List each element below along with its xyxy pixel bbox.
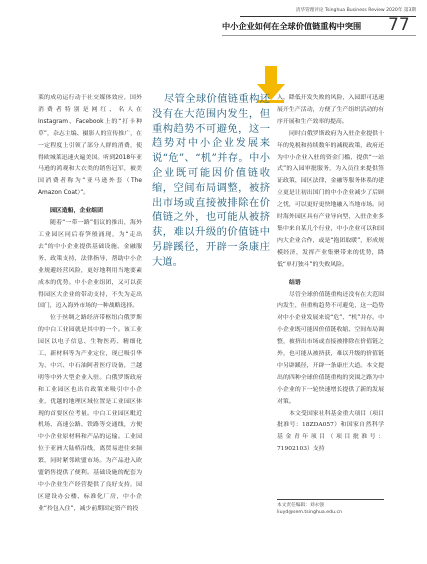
- paragraph: 入，降低开发失败的风险，入园即可迅速展开生产活动，方便了生产组织活动的有序开展和生产效率的提高。: [277, 95, 384, 125]
- funding-note: 本文受国家社科基金重大项目（项目批准号：18ZDA057）和国家自然科学基金青年项目（项目批准号：71902103）支持: [277, 410, 384, 453]
- paragraph: 位于丝绸之路经济带枢纽白俄罗斯的中白工业园就是其中的一个。该工业园区以电子信息、生物医药、精细化工、新材料等为产业定位，现已吸引华为、中兴、中石油阿者医疗设备，兰越明等中外大型企业入驻。白俄罗斯政府和工业园区也出台政策来吸引中小企业，优越的地理区域位置是工业园区体现的首要区位考量。中白工业园区毗近机场、高速公路、铁路等交通线，方便中小企业原材料和产品的运输。工业园位于亚洲大陆桥沿线，离贸易进往来频繁，同时紧邻欧盟市场。为产品进入欧盟销售提供了便利。基础设施的配套为中小企业生产经营提供了良好支持，园区建设办公楼、标准化厂房，中小企业“拎包入住”，减少前期固定资产的投: [38, 315, 142, 512]
- subheading-industrial-park: 园区造船，企业组团: [50, 208, 104, 215]
- pull-quote: 尽管全球价值链重构还没有在大范围内发生，但重构趋势不可避免，这一趋势对中小企业发展来说“危”、“机”并存。中小企业既可能因价值链收缩，空间布局调整，被挤出市场或直接被排除在价值链之外，也可能从被挤获，难以升级的价值链中另辟蹊径，开辟一条康庄大道。: [152, 93, 270, 268]
- footer-rule: [277, 499, 384, 500]
- editor-note: [277, 502, 397, 516]
- page-number: 77: [388, 15, 410, 35]
- header-rule-secondary: [222, 35, 416, 36]
- paragraph: 同时白俄罗斯政府为入驻企业提供十年的免税和持续数年的减税政策，政府还为中小企业入驻的资金门槛，提供“一站式”的入园审批服务，为入员往来提供签证政策，园区法律，金融等服务体系的建立更是让初出国门的中小企业减少了后顾之忧，可以更好更快地融入当地市场。同时海外园区具有产业导向型，入驻企业多集中来自某几个行业，中小企业可以和国内大企业合作，或是“抱团取暖”，形成规模经济，发挥产业集聚带来的优势，降低“单打独斗”的失败风险。: [277, 130, 384, 268]
- left-column: [38, 93, 142, 516]
- editor-name: 本文责任编辑：刘永强: [277, 503, 324, 508]
- masthead: 清华管理评论 Tsinghua Business Review 2020年 第3期: [295, 8, 416, 13]
- editor-email[interactable]: liuyd@sem.tsinghua.edu.cn: [277, 510, 343, 515]
- middle-column: [152, 92, 270, 270]
- right-column: [277, 93, 384, 456]
- paragraph: 莱的成功运行动于社交媒体效应，国外消费者特别是网红、名人在Instagram、Facebook上的“打卡种草”，杂志主编、摄影人的宣传推广，在一定程度上引领了部分人群的消费，使得欧城莱迅速火遍美国。听到2018年亚马逊的鸿观和大衣类的销售冠军，被美国消费者称为“亚马逊外套（The Amazon Coat）”。: [38, 95, 142, 197]
- subheading-conclusion: 结语: [289, 279, 301, 286]
- paragraph: 尽管全球价值链重构还没有在大范围内发生，但重构趋势不可避免，这一趋势对中小企业发展来说“危”、“机”并存。中小企业既可能因价值链收缩、空间布局调整，被挤出市场或直接被排除在价值链之外，也可能从被挤获，难以升级的价值链中另辟蹊径，开辟一条康庄大道。本文提出的四种全球价值链重构的突围之路为中小企业的下一轮快速增长提供了新的发展对策。: [277, 291, 384, 405]
- section-title: 中小企业如何在全球价值链重构中突围: [222, 21, 362, 31]
- paragraph: 随着“一带一路”倡议的推出，海外工业园区同后春笋般涌现，为“走出去”的中小企业提供基础设施、金融服务、政策支持，法律指导，帮助中小企业规避经营风险，更好地利用当地要素成本的优势。中小企业组团，又可以获得园区大企业的带动支持，不失为走出国门，迈入海外市场的一种战略选择。: [38, 220, 142, 310]
